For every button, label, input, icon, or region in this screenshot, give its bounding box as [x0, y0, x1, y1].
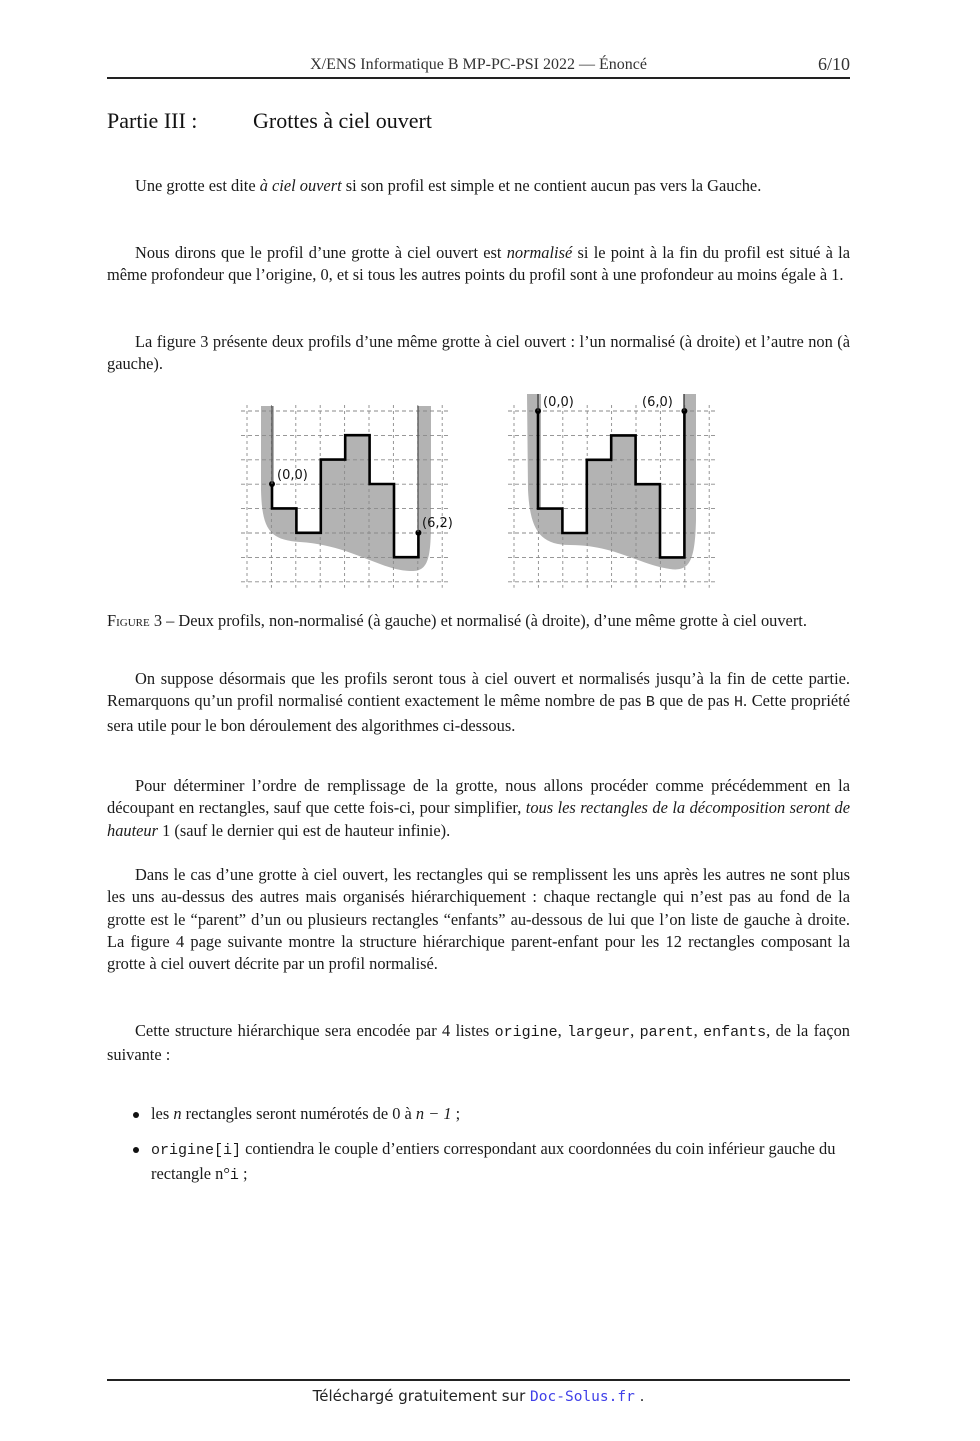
code-parent: parent: [639, 1024, 694, 1041]
text: Cette structure hiérarchique sera encodée par 4 listes: [135, 1021, 495, 1040]
bullet-list: [130, 1103, 850, 1200]
header-rule: [107, 77, 850, 79]
text: On suppose désormais que les profils seront tous à ciel ouvert et normalisés jusqu’à la fin de cette partie. Remarquons qu’un profil normalisé contient exactement le même nombre de pas: [107, 669, 850, 711]
text: ,: [630, 1021, 640, 1040]
text: rectangles seront numérotés de 0 à: [181, 1104, 416, 1123]
end-point-label: (6,0): [642, 395, 673, 410]
text: ;: [238, 1163, 248, 1183]
page-number: 6/10: [817, 54, 850, 74]
text: Pour déterminer l’ordre de remplissage de la grotte, nous allons procéder comme précédemment en la découpant en rectangles, sauf que cette fois-ci, pour simplifier,: [107, 776, 850, 818]
text: , de la façon suivante :: [107, 1021, 850, 1065]
emphasis: tous les rectangles de la décomposition seront de hauteur: [107, 798, 850, 840]
emphasis: à ciel ouvert: [259, 176, 342, 195]
text: que de pas: [654, 691, 735, 711]
code: B: [645, 694, 655, 712]
footer-text: Téléchargé gratuitement sur: [312, 1387, 531, 1405]
code-origine: origine: [494, 1024, 558, 1041]
paragraph-definition-open-cave: [107, 175, 850, 197]
section-number: Partie III :: [107, 108, 198, 133]
paragraph-encoding: [107, 1020, 850, 1067]
figure-caption: [107, 610, 850, 632]
paragraph-assumption: [107, 668, 850, 737]
paragraph-definition-normalized: [107, 242, 850, 287]
header-title: X/ENS Informatique B MP-PC-PSI 2022 — Énoncé: [310, 56, 647, 73]
text: contiendra le couple d’entiers correspondant aux coordonnées du coin inférieur gauche du rectangle n°: [151, 1139, 836, 1183]
math: n − 1: [415, 1104, 452, 1123]
figure-right-profile: [508, 394, 715, 588]
page-footer: [107, 1387, 850, 1405]
start-point-label: (0,0): [543, 395, 574, 410]
text: si le point à la fin du profil est situé à la même profondeur que l’origine, 0, et si tous les autres points du profil sont à une profondeur au moins égale à 1.: [107, 243, 850, 285]
bullet-icon: [133, 1147, 139, 1153]
emphasis: normalisé: [506, 243, 573, 262]
list-item: [130, 1103, 850, 1125]
bullet-icon: [133, 1112, 139, 1118]
code-enfants: enfants: [703, 1024, 767, 1041]
text: les: [151, 1104, 174, 1123]
section-title: [107, 108, 432, 134]
code: H: [734, 694, 744, 712]
paragraph-figure-intro: La figure 3 présente deux profils d’une même grotte à ciel ouvert : l’un normalisé (à droite) et l’autre non (à gauche).: [107, 332, 850, 374]
text: Une grotte est dite: [135, 176, 260, 195]
text: Nous dirons que le profil d’une grotte à ciel ouvert est: [135, 243, 507, 262]
page-header: [107, 54, 850, 78]
doc-solus-link[interactable]: Doc-Solus.fr: [530, 1389, 635, 1405]
start-point-label: (0,0): [277, 468, 308, 483]
text: ;: [451, 1104, 461, 1123]
text: ,: [557, 1021, 568, 1040]
list-item: [130, 1138, 850, 1187]
text: 1 (sauf le dernier qui est de hauteur infinie).: [158, 820, 451, 840]
footer-rule: [107, 1379, 850, 1381]
text: . Cette propriété sera utile pour le bon déroulement des algorithmes ci-dessous.: [107, 691, 850, 735]
paragraph-decomposition: [107, 775, 850, 842]
figure-label: Figure 3: [107, 611, 163, 630]
section-heading: Grottes à ciel ouvert: [253, 108, 432, 133]
figure-left-profile: [241, 405, 453, 588]
caption-text: – Deux profils, non-normalisé (à gauche) et normalisé (à droite), d’une même grotte à ciel ouvert.: [162, 611, 807, 630]
footer-text: .: [634, 1387, 645, 1405]
code: i: [229, 1166, 239, 1184]
math: n: [173, 1104, 182, 1123]
paragraph-hierarchy: Dans le cas d’une grotte à ciel ouvert, les rectangles qui se remplissent les uns après les autres ne sont plus les uns au-dessus des autres mais organisés hiérarchiquement : chaque rectangle qui n’est pas au fond de la grotte est le “parent” d’un ou plusieurs rectangles “enfants” au-dessous de lui que l’on liste de gauche à droite. La figure 4 page suivante montre la structure hiérarchique parent-enfant pour les 12 rectangles composant la grotte à ciel ouvert décrite par un profil normalisé.: [107, 865, 850, 974]
end-point-label: (6,2): [422, 516, 453, 531]
text: ,: [693, 1021, 704, 1040]
figure-3: [230, 390, 730, 595]
text: si son profil est simple et ne contient aucun pas vers la Gauche.: [341, 176, 762, 195]
code: origine[i]: [151, 1142, 242, 1160]
code-largeur: largeur: [567, 1024, 631, 1041]
rock-shape: [261, 406, 431, 571]
